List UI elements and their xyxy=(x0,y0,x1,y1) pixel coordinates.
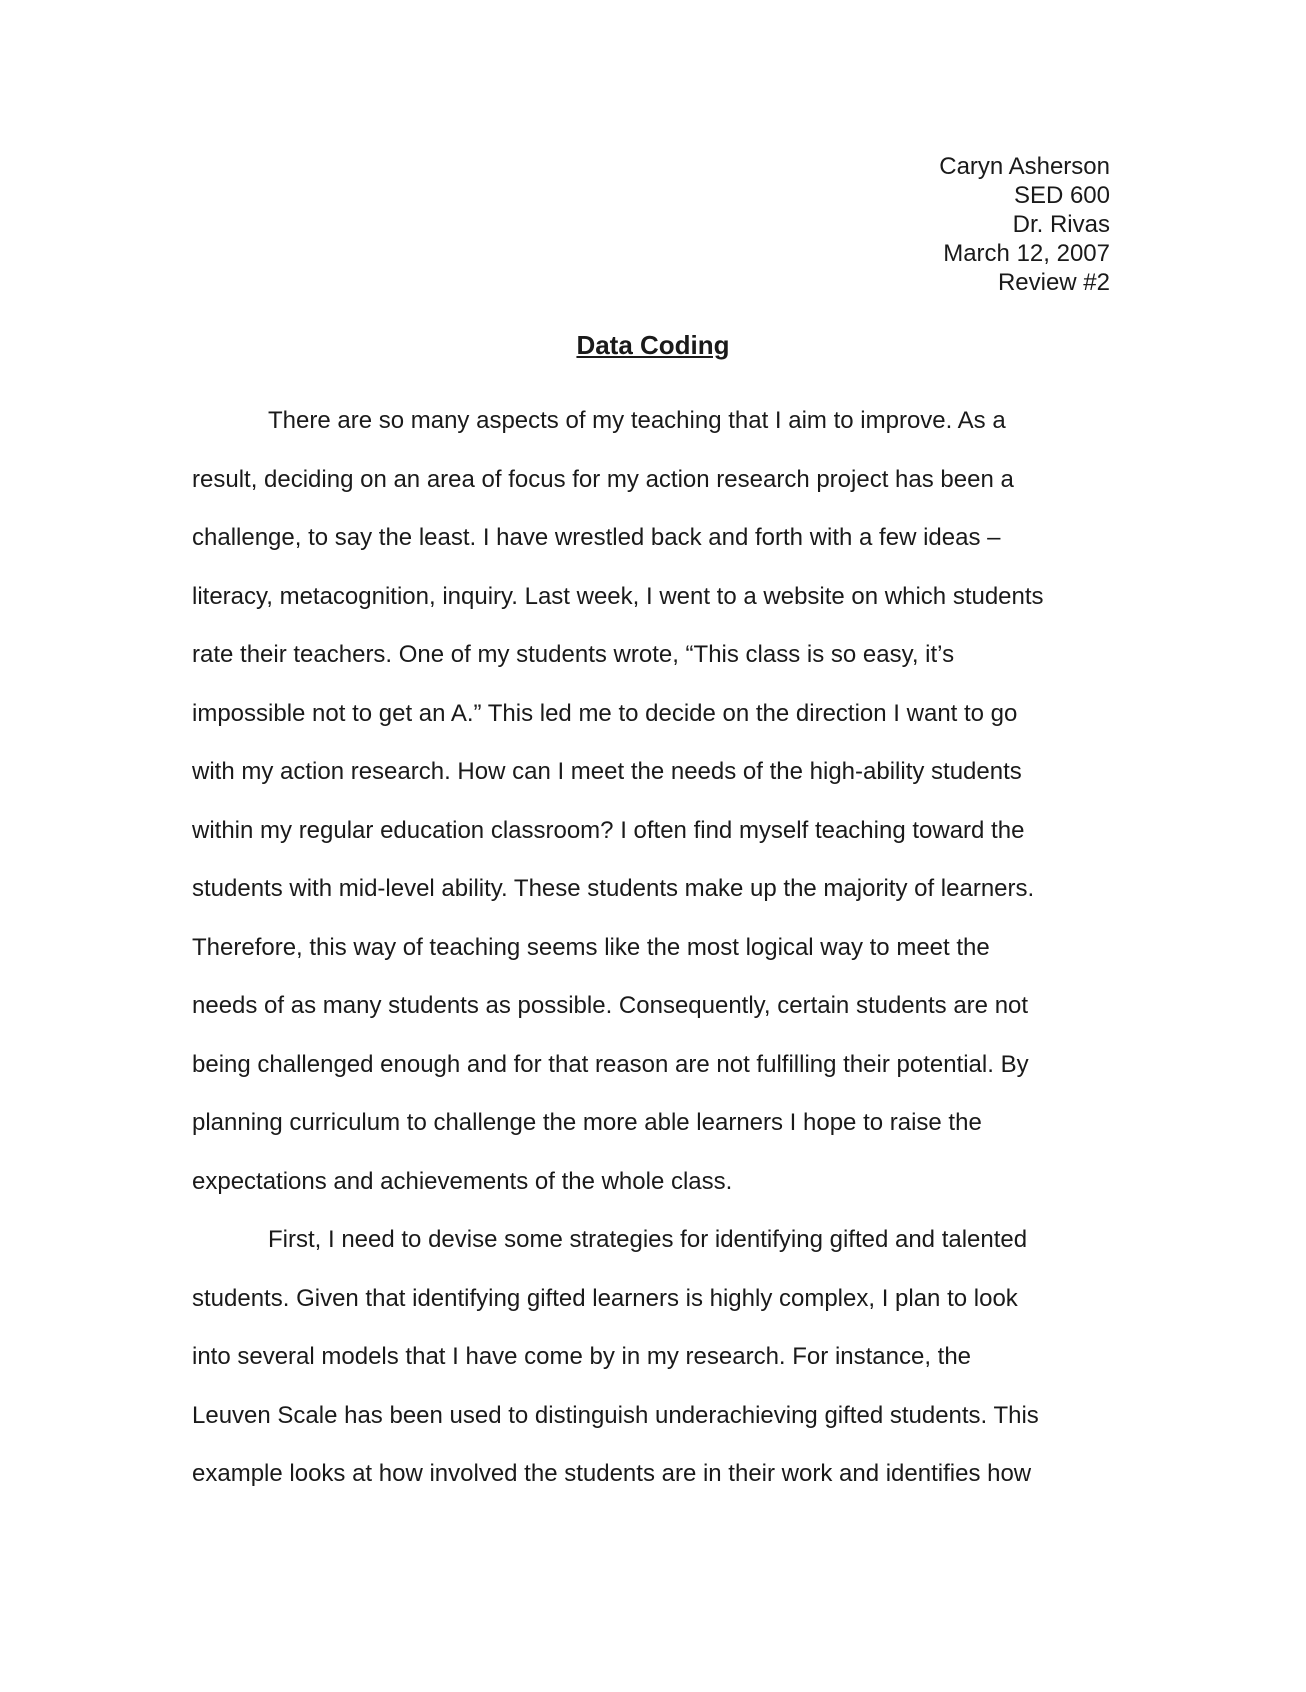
text-line: expectations and achievements of the whole class. xyxy=(192,1167,733,1195)
text-line: challenge, to say the least. I have wrestled back and forth with a few ideas – xyxy=(192,524,1001,551)
text-line: impossible not to get an A.” This led me to decide on the direction I want to go xyxy=(192,699,1018,727)
author-name: Caryn Asherson xyxy=(939,153,1110,180)
paragraph-2 xyxy=(192,1211,1122,1504)
assignment-label: Review #2 xyxy=(997,269,1110,296)
header-block xyxy=(710,152,1110,297)
instructor-name: Dr. Rivas xyxy=(1012,211,1110,238)
paragraph-1 xyxy=(192,392,1122,1211)
text-line: Leuven Scale has been used to distinguish underachieving gifted students. This xyxy=(192,1401,1039,1429)
text-line: within my regular education classroom? I often find myself teaching toward the xyxy=(192,816,1025,844)
body-text xyxy=(192,392,1122,1504)
text-line: example looks at how involved the students are in their work and identifies how xyxy=(192,1460,1032,1487)
text-line: students with mid-level ability. These students make up the majority of learners. xyxy=(192,875,1035,902)
text-line: needs of as many students as possible. Consequently, certain students are not xyxy=(192,992,1029,1019)
document-title: Data Coding xyxy=(576,330,730,360)
document-date: March 12, 2007 xyxy=(943,240,1110,267)
text-line: Therefore, this way of teaching seems like the most logical way to meet the xyxy=(192,933,990,961)
text-line: students. Given that identifying gifted learners is highly complex, I plan to look xyxy=(192,1284,1018,1312)
text-line: into several models that I have come by in my research. For instance, the xyxy=(192,1343,972,1370)
course-code: SED 600 xyxy=(1013,182,1110,209)
text-line: planning curriculum to challenge the more able learners I hope to raise the xyxy=(192,1109,982,1136)
text-line: There are so many aspects of my teaching that I aim to improve. As a xyxy=(268,407,1006,434)
text-line: result, deciding on an area of focus for my action research project has been a xyxy=(192,465,1014,493)
text-line: First, I need to devise some strategies for identifying gifted and talented xyxy=(268,1226,1028,1253)
text-line: being challenged enough and for that reason are not fulfilling their potential. By xyxy=(192,1050,1029,1078)
text-line: rate their teachers. One of my students wrote, “This class is so easy, it’s xyxy=(192,641,955,668)
text-line: literacy, metacognition, inquiry. Last week, I went to a website on which students xyxy=(192,582,1044,610)
text-line: with my action research. How can I meet the needs of the high-ability students xyxy=(192,758,1022,785)
